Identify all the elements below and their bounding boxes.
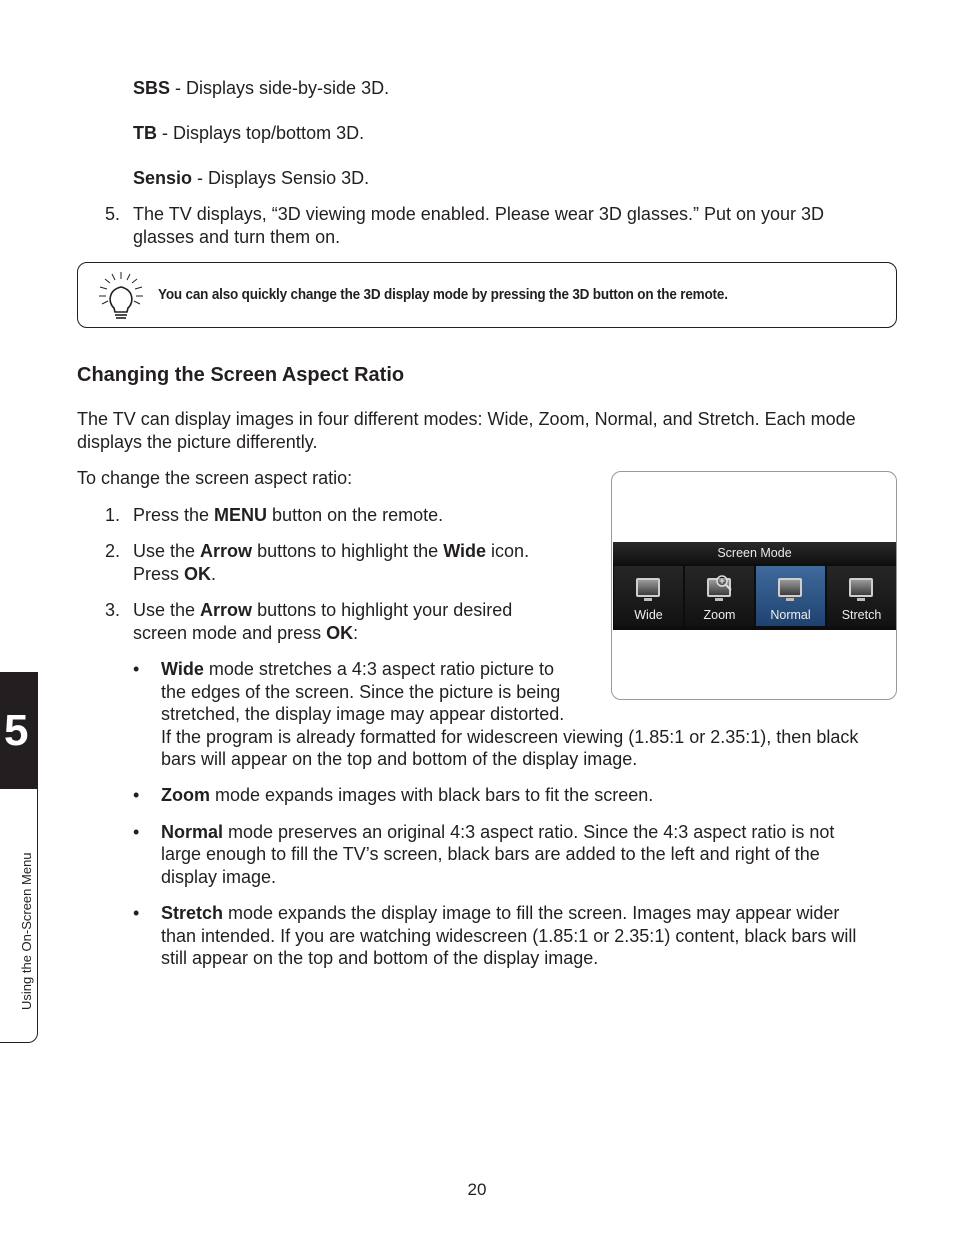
bullet-wide-line1: Wide mode stretches a 4:3 aspect ratio picture to: [161, 659, 555, 679]
bullet-wide-marker: •: [133, 659, 140, 679]
chapter-number: 5: [4, 706, 29, 755]
bullet-stretch-line2: than intended. If you are watching widescreen (1.85:1 or 2.35:1) content, black bars will: [161, 926, 857, 946]
bullet-normal-line2: large enough to fill the TV’s screen, black bars are added to the left and right of the: [161, 844, 820, 864]
bullet-zoom-line1: Zoom mode expands images with black bars to fit the screen.: [161, 785, 654, 805]
bullet-wide-line5: bars will appear on the top and bottom of the display image.: [161, 749, 638, 769]
intro-line1: The TV can display images in four different modes: Wide, Zoom, Normal, and Stretch. Each mode: [77, 409, 856, 429]
bullet-stretch-marker: •: [133, 903, 140, 923]
bullet-wide-line2: the edges of the screen. Since the picture is being: [161, 682, 561, 702]
magnifier-icon: [715, 574, 733, 592]
step3-number: 3.: [105, 600, 121, 620]
mode-tb: TB - Displays top/bottom 3D.: [133, 123, 365, 143]
bullet-wide-line4: If the program is already formatted for widescreen viewing (1.85:1 or 2.35:1), then black: [161, 727, 859, 747]
bullet-stretch-line3: still appear on the top and bottom of the display image.: [161, 948, 599, 968]
section-heading: Changing the Screen Aspect Ratio: [77, 364, 405, 386]
page-number: 20: [467, 1180, 487, 1199]
tv-icon: [778, 578, 802, 597]
menu-title: Screen Mode: [613, 542, 896, 564]
step5-line1: The TV displays, “3D viewing mode enabled. Please wear 3D glasses.” Put on your 3D: [133, 204, 825, 224]
menu-item-zoom[interactable]: Zoom: [685, 566, 754, 626]
mode-sbs: SBS - Displays side-by-side 3D.: [133, 78, 390, 98]
chapter-label: Using the On-Screen Menu: [19, 852, 34, 1010]
bullet-normal-line1: Normal mode preserves an original 4:3 aspect ratio. Since the 4:3 aspect ratio is not: [161, 822, 835, 842]
menu-item-normal[interactable]: Normal: [756, 566, 825, 626]
step1-number: 1.: [105, 505, 121, 525]
bullet-normal-marker: •: [133, 822, 140, 842]
lightbulb-icon: [96, 270, 146, 322]
step5-number: 5.: [105, 204, 121, 224]
step1-text: Press the MENU button on the remote.: [133, 505, 444, 525]
to-change-text: To change the screen aspect ratio:: [77, 468, 353, 488]
intro-line2: displays the picture differently.: [77, 432, 318, 452]
step3-line1: Use the Arrow buttons to highlight your desired: [133, 600, 513, 620]
mode-sensio: Sensio - Displays Sensio 3D.: [133, 168, 370, 188]
bullet-normal-line3: display image.: [161, 867, 277, 887]
step2-number: 2.: [105, 541, 121, 561]
bullet-zoom-marker: •: [133, 785, 140, 805]
step3-line2: screen mode and press OK:: [133, 623, 359, 643]
bullet-stretch-line1: Stretch mode expands the display image to fill the screen. Images may appear wider: [161, 903, 840, 923]
tv-icon: [636, 578, 660, 597]
step2-line1: Use the Arrow buttons to highlight the Wide icon.: [133, 541, 530, 561]
menu-item-stretch[interactable]: Stretch: [827, 566, 896, 626]
step5-line2: glasses and turn them on.: [133, 227, 341, 247]
step2-line2: Press OK.: [133, 564, 217, 584]
menu-item-wide[interactable]: Wide: [614, 566, 683, 626]
tip-text: You can also quickly change the 3D display mode by pressing the 3D button on the remote.: [158, 286, 728, 303]
bullet-wide-line3: stretched, the display image may appear distorted.: [161, 704, 565, 724]
screen-mode-menu: [613, 542, 896, 630]
tv-icon: [849, 578, 873, 597]
